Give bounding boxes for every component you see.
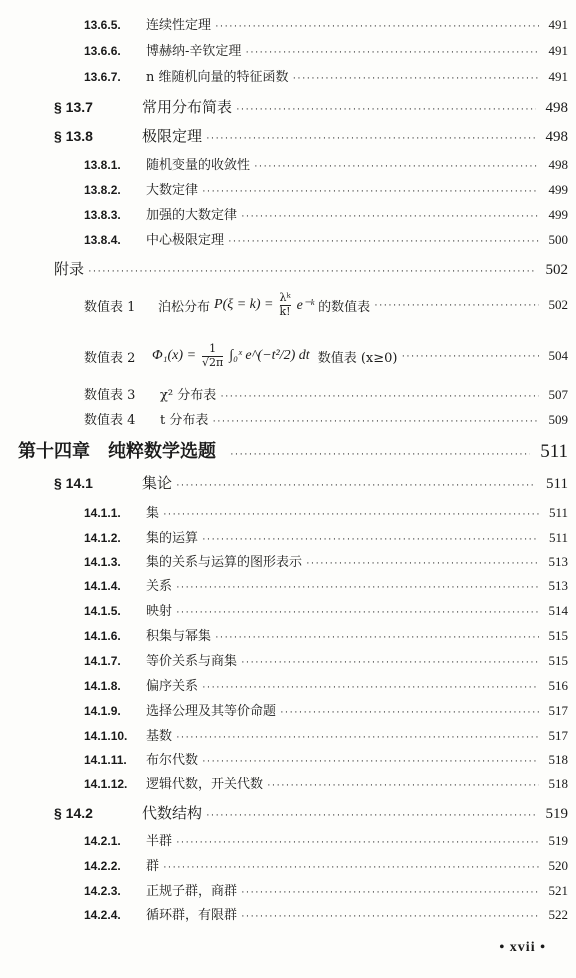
entry-title: 映射 [146,604,173,619]
entry-title: 中心极限定理 [146,233,225,248]
toc-entry[interactable] [84,204,568,228]
toc-entry[interactable] [84,650,568,674]
entry-number: 13.8.2. [84,183,121,197]
dot-leader [212,415,538,427]
entry-title: 等价关系与商集 [146,654,238,669]
entry-number: 14.1.4. [84,579,121,593]
dot-leader [230,448,530,460]
formula-right: ∫₀ˣ e^(−t²/2) dt [229,348,310,363]
toc-chapter[interactable] [18,437,568,471]
entry-page: 521 [548,883,568,898]
entry-number: 14.1.9. [84,704,121,718]
dot-leader [202,681,538,693]
entry-title: 逻辑代数，开关代数 [146,777,264,792]
entry-number: 14.1.2. [84,531,121,545]
toc-table-entry[interactable] [84,409,568,433]
section-number: § 13.8 [54,128,93,144]
table-suffix: 的数值表 [318,299,371,315]
dot-leader [215,631,538,643]
appendix-title: 附录 [54,260,85,278]
section-title: 集论 [142,474,173,492]
entry-title: 加强的大数定律 [146,208,238,223]
dot-leader [241,910,538,922]
entry-page: 517 [548,703,568,718]
entry-page: 514 [548,603,568,618]
fraction [280,292,291,317]
entry-page: 516 [548,678,568,693]
dot-leader [176,606,538,618]
toc-entry[interactable] [84,40,568,64]
entry-title: 循环群，有限群 [146,908,238,923]
section-title: 代数结构 [142,804,203,822]
entry-title: 基数 [146,729,173,744]
page-number-footer: • xvii • [499,940,546,955]
toc-section[interactable] [54,125,568,153]
toc-entry[interactable] [84,830,568,854]
dot-leader [176,581,538,593]
fraction-numerator: 1 [209,342,217,356]
toc-entry[interactable] [84,502,568,526]
table-label: 数值表 4 [84,413,136,428]
dot-leader [293,72,539,84]
entry-page: 513 [548,578,568,593]
formula-right: e⁻ᵏ [296,297,315,313]
entry-page: 491 [548,69,568,84]
dot-leader [306,557,538,569]
dot-leader [241,210,538,222]
section-title: 极限定理 [142,127,203,145]
dot-leader [236,103,535,115]
toc-entry[interactable] [84,179,568,203]
section-number: § 13.7 [54,99,93,115]
entry-number: 14.1.5. [84,604,121,618]
dot-leader [206,809,535,821]
dot-leader [206,132,535,144]
table-title: χ² 分布表 [160,388,217,403]
toc-entry[interactable] [84,527,568,551]
section-page: 498 [545,100,568,116]
entry-title: 博赫纳-辛钦定理 [146,44,242,59]
dot-leader [88,265,535,277]
entry-page: 500 [548,232,568,247]
entry-number: 14.2.2. [84,859,121,873]
entry-number: 14.1.10. [84,729,128,743]
section-page: 511 [546,476,568,492]
entry-page: 522 [548,907,568,922]
dot-leader [220,390,538,402]
formula-left: Φ₁(x) = [152,348,197,363]
entry-page: 491 [548,43,568,58]
toc-entry[interactable] [84,600,568,624]
toc-entry[interactable] [84,575,568,599]
dot-leader [163,861,538,873]
entry-page: 518 [548,776,568,791]
formula-left: P(ξ = k) = [214,297,274,312]
entry-page: 518 [548,752,568,767]
entry-page: 515 [548,653,568,668]
entry-number: 14.1.12. [84,777,128,791]
dot-leader [163,508,539,520]
entry-title: 布尔代数 [146,753,199,768]
dot-leader [241,886,538,898]
entry-title: 偏序关系 [146,679,199,694]
dot-leader [401,350,538,362]
dot-leader [202,185,538,197]
entry-number: 14.2.4. [84,908,121,922]
fraction-numerator: λᵏ [279,291,291,305]
dot-leader [176,479,536,491]
entry-number: 13.8.4. [84,233,121,247]
toc-section[interactable] [54,802,568,830]
entry-title: 连续性定理 [146,18,212,33]
fraction-denominator: √2π [202,355,224,369]
dot-leader [176,836,538,848]
table-title: t 分布表 [160,413,209,428]
toc-entry[interactable] [84,700,568,724]
entry-page: 499 [548,182,568,197]
entry-number: 14.1.1. [84,506,121,520]
section-page: 498 [545,129,568,145]
entry-page: 517 [548,728,568,743]
entry-number: 13.8.1. [84,158,121,172]
table-page: 507 [548,387,568,402]
entry-title: 积集与幂集 [146,629,212,644]
toc-entry[interactable] [84,749,568,773]
entry-title: 随机变量的收敛性 [146,158,251,173]
table-label: 数值表 1 [84,299,136,315]
dot-leader [280,706,538,718]
dot-leader [374,299,538,311]
entry-page: 513 [548,554,568,569]
entry-number: 14.1.7. [84,654,121,668]
entry-page: 499 [548,207,568,222]
entry-number: 14.1.3. [84,555,121,569]
table-page: 502 [548,297,568,312]
entry-title: 集的关系与运算的图形表示 [146,555,303,570]
toc-table-entry[interactable] [84,287,568,323]
entry-number: 14.2.3. [84,884,121,898]
toc-entry[interactable] [84,625,568,649]
table-page: 509 [548,412,568,427]
table-label: 数值表 3 [84,388,136,403]
toc-entry[interactable] [84,154,568,178]
section-page: 519 [545,806,568,822]
fraction [202,343,223,368]
toc-entry[interactable] [84,904,568,928]
entry-page: 491 [548,17,568,32]
entry-number: 14.1.11. [84,753,127,767]
entry-number: 13.8.3. [84,208,121,222]
toc-section[interactable] [54,472,568,500]
entry-page: 515 [548,628,568,643]
toc-entry[interactable] [84,229,568,253]
dot-leader [241,656,538,668]
dot-leader [215,20,538,32]
chapter-title: 第十四章 纯粹数学选题 [18,441,216,462]
entry-page: 520 [548,858,568,873]
entry-page: 511 [548,530,568,545]
section-number: § 14.1 [54,475,93,491]
toc-entry[interactable] [84,14,568,38]
entry-title: 半群 [146,834,173,849]
toc-entry[interactable] [84,551,568,575]
dot-leader [176,731,538,743]
toc-entry[interactable] [84,855,568,879]
fraction-denominator: k! [279,304,291,318]
entry-title: 关系 [146,579,173,594]
entry-title: 群 [146,859,160,874]
entry-number: 14.2.1. [84,834,121,848]
toc-entry[interactable] [84,880,568,904]
table-label: 数值表 2 [84,350,136,366]
entry-title: 选择公理及其等价命题 [146,704,277,719]
entry-title: n 维随机向量的特征函数 [146,70,289,85]
table-page: 504 [548,348,568,363]
toc-entry[interactable] [84,725,568,749]
section-title: 常用分布简表 [142,98,233,116]
toc-section[interactable] [54,96,568,124]
dot-leader [254,160,538,172]
entry-number: 14.1.8. [84,679,121,693]
entry-page: 498 [548,157,568,172]
chapter-page: 511 [540,441,568,462]
entry-number: 13.6.5. [84,18,121,32]
dot-leader [267,779,538,791]
toc-entry[interactable] [84,66,568,90]
toc-table-entry[interactable] [84,384,568,408]
entry-number: 13.6.7. [84,70,121,84]
entry-page: 519 [548,833,568,848]
dot-leader [245,46,538,58]
entry-title: 大数定律 [146,183,199,198]
entry-number: 13.6.6. [84,44,121,58]
toc-table-entry[interactable] [84,336,568,376]
toc-entry[interactable] [84,675,568,699]
section-number: § 14.2 [54,805,93,821]
table-suffix: 数值表 (x≥0) [317,350,398,366]
entry-title: 集 [146,506,160,521]
toc-entry[interactable] [84,773,568,797]
toc-appendix[interactable] [54,258,568,286]
entry-title: 正规子群，商群 [146,884,238,899]
dot-leader [228,235,538,247]
dot-leader [202,755,538,767]
entry-title: 集的运算 [146,531,199,546]
entry-number: 14.1.6. [84,629,121,643]
table-prefix: 泊松分布 [158,299,211,315]
appendix-page: 502 [545,262,568,278]
entry-page: 511 [548,505,568,520]
dot-leader [202,533,539,545]
